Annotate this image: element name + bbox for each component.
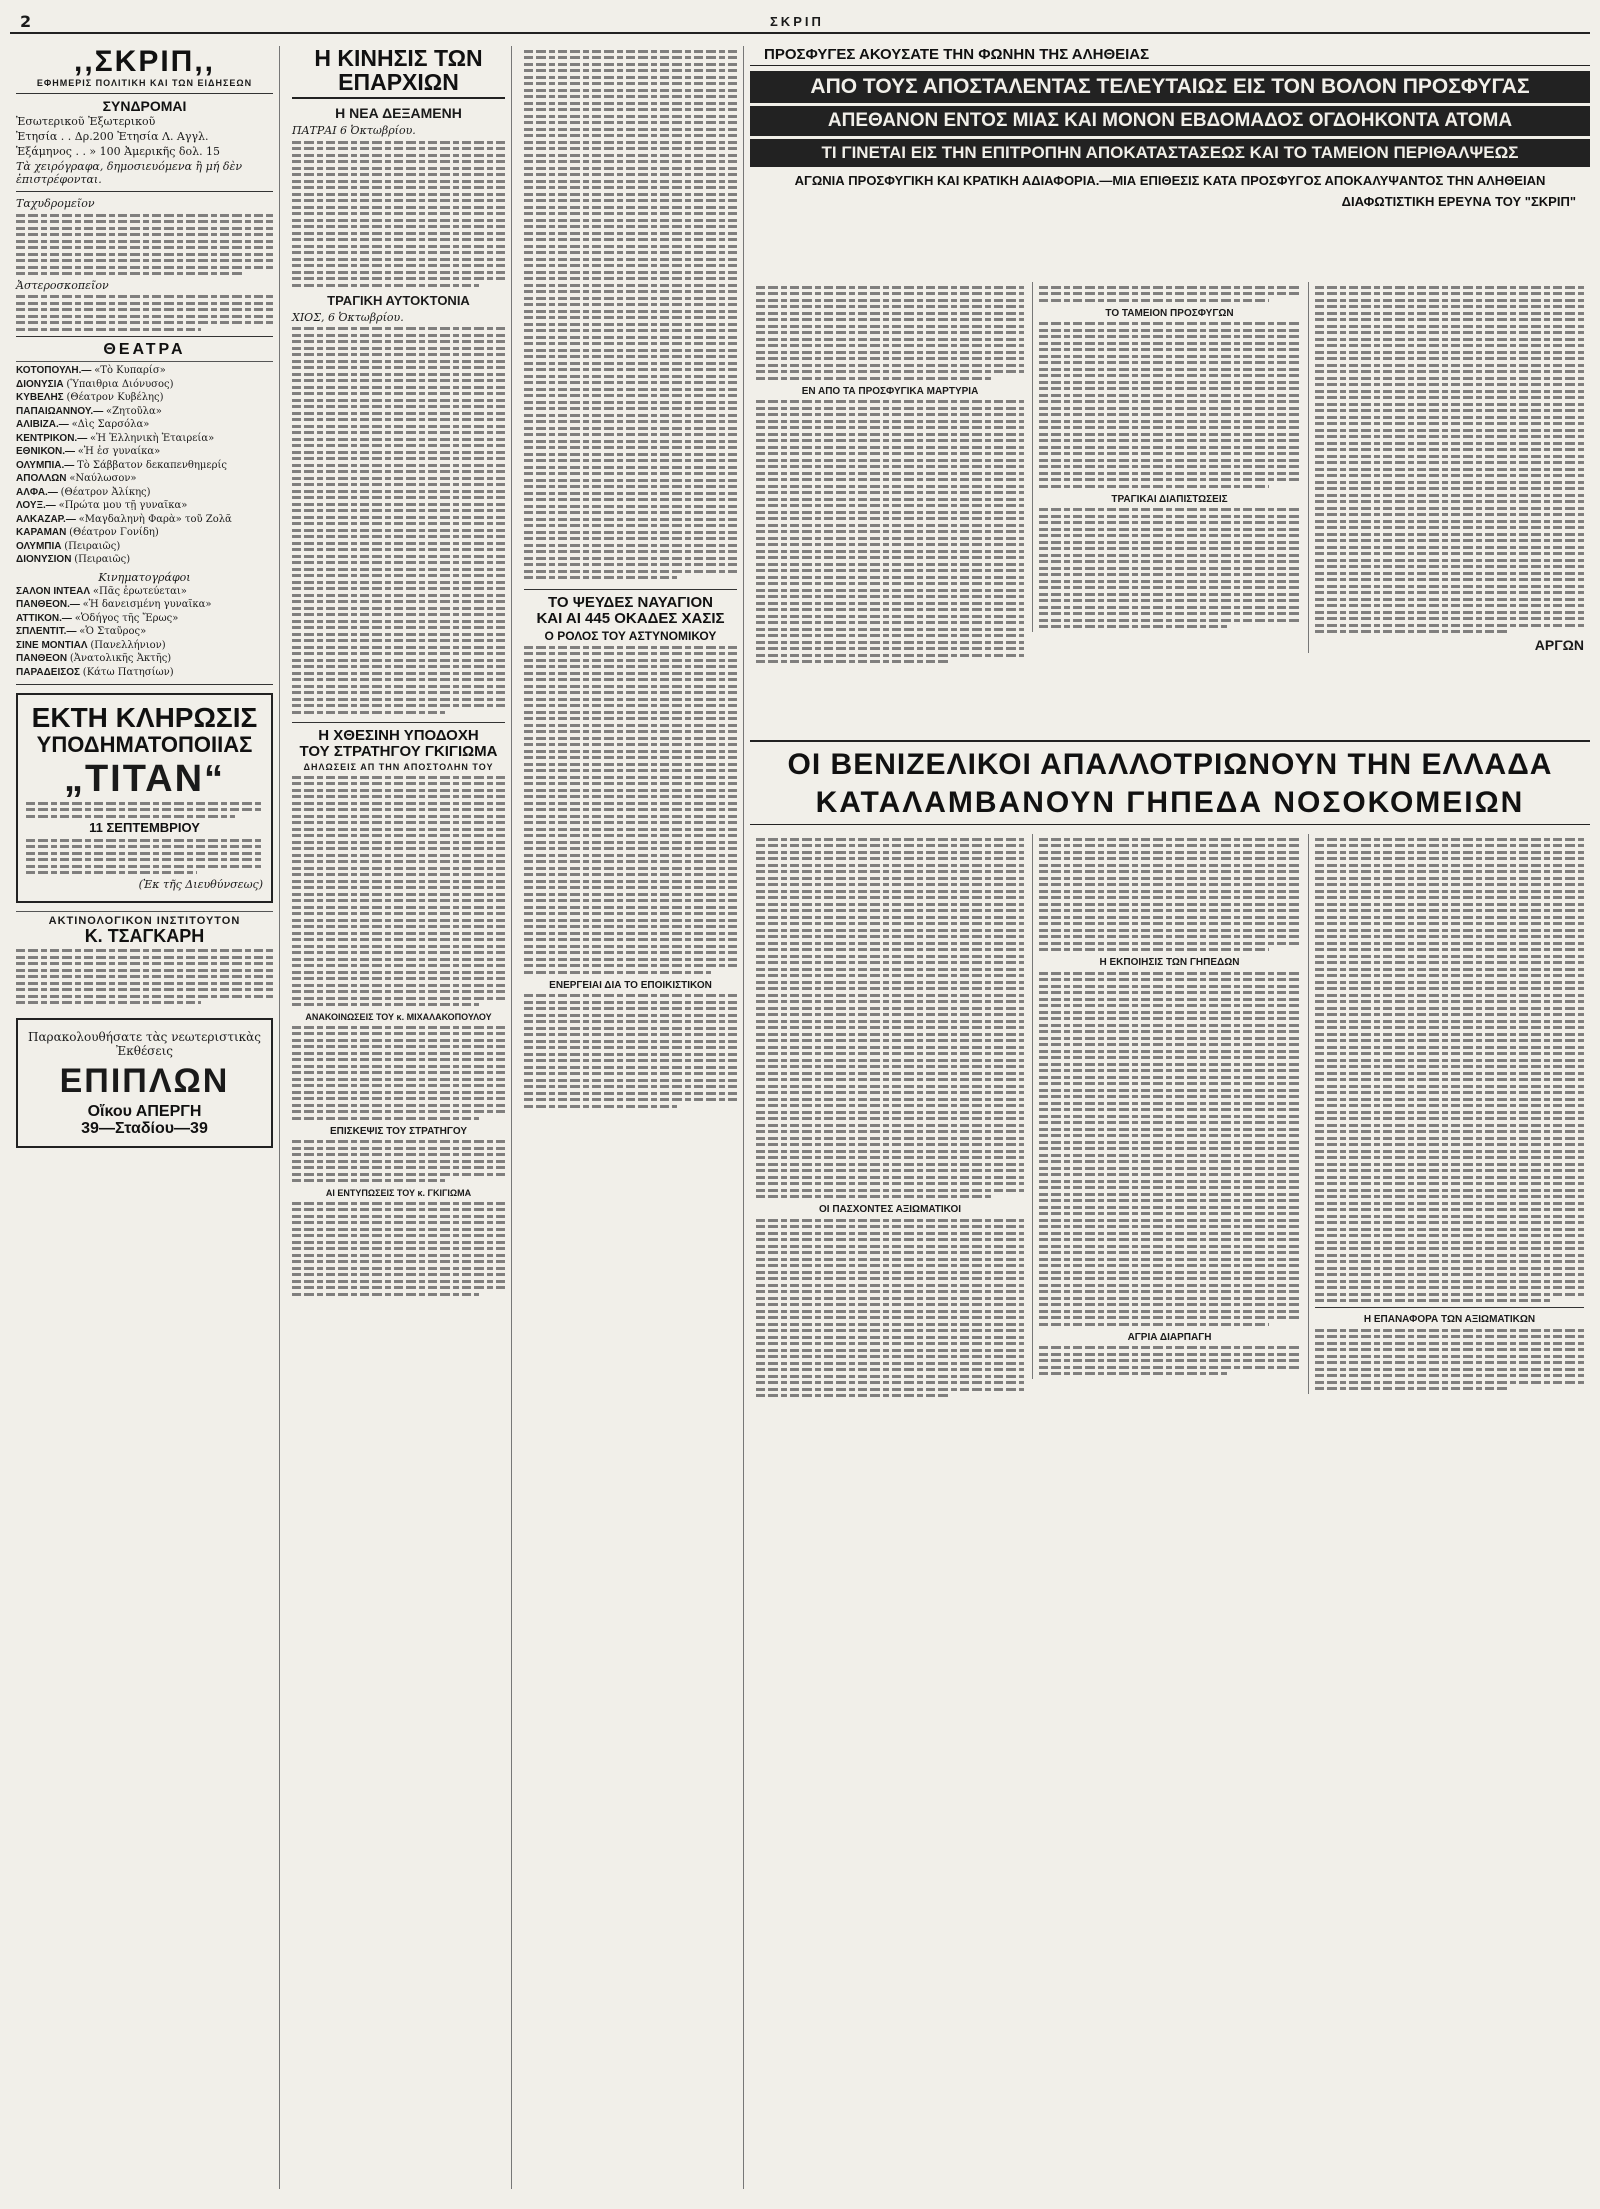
listing-text: «Δὶς Σαρσόλα» <box>71 419 150 431</box>
land-sale-heading: Η ΕΚΠΟΙΗΣΙΣ ΤΩΝ ΓΗΠΕΔΩΝ <box>1099 957 1240 968</box>
lottery-signature: (Ἐκ τῆς Διευθύνσεως) <box>138 877 263 891</box>
patras-text <box>292 141 505 287</box>
xray-title: ΑΚΤΙΝΟΛΟΓΙΚΟΝ ΙΝΣΤΙΤΟΥΤΟΝ <box>48 914 241 927</box>
suffering-officers-heading: ΟΙ ΠΑΣΧΟΝΤΕΣ ΑΞΙΩΜΑΤΙΚΟΙ <box>818 1204 962 1215</box>
guillaumat-text <box>292 776 505 1007</box>
provinces-headline: Η ΚΙΝΗΣΙΣ ΤΩΝ ΕΠΑΡΧΙΩΝ <box>292 46 505 99</box>
hospitals-banner-1: ΟΙ ΒΕΝΙΖΕΛΙΚΟΙ ΑΠΑΛΛΟΤΡΙΩΝΟΥΝ ΤΗΝ ΕΛΛΑΔΑ <box>787 748 1553 781</box>
testimony-heading: ΕΝ ΑΠΟ ΤΑ ΠΡΟΣΦΥΓΙΚΑ ΜΑΡΤΥΡΙΑ <box>801 385 979 397</box>
theatre-listing <box>16 487 273 500</box>
guillaumat-headline-2: ΤΟΥ ΣΤΡΑΤΗΓΟΥ ΓΚΙΓΙΩΜΑ <box>299 742 498 760</box>
listing-text: «Πρώτα μου τῇ γυναῖκα» <box>58 500 188 512</box>
listing-text: (Ἀνατολικῆς Ἀκτῆς) <box>69 653 172 665</box>
hospitals-banner-2: ΚΑΤΑΛΑΜΒΑΝΟΥΝ ΓΗΠΕΔΑ ΝΟΣΟΚΟΜΕΙΩΝ <box>750 786 1590 825</box>
refugees-byline: ΔΙΑΦΩΤΙΣΤΙΚΗ ΕΡΕΥΝΑ ΤΟΥ "ΣΚΡΙΠ" <box>1341 193 1576 209</box>
listing-name: ΔΙΟΝΥΣΙΑ <box>16 378 67 390</box>
refugees-banner-3: ΤΙ ΓΙΝΕΤΑΙ ΕΙΣ ΤΗΝ ΕΠΙΤΡΟΠΗΝ ΑΠΟΚΑΤΑΣΤΑΣΕΩΣ ΚΑΙ ΤΟ ΤΑΜΕΙΟΝ ΠΕΡΙΘΑΛΨΕΩΣ <box>750 139 1590 167</box>
shipwreck-headline-2: ΚΑΙ ΑΙ 445 ΟΚΑΔΕΣ ΧΑΣΙΣ <box>536 609 725 627</box>
michalakopoulos-text <box>292 1026 505 1120</box>
listing-name: ΑΛΙΒΙΖΑ.— <box>16 419 72 431</box>
lottery-ad <box>16 693 273 902</box>
theatre-listing <box>16 460 273 473</box>
theatre-listing <box>16 419 273 432</box>
xray-text <box>16 949 273 1004</box>
cinema-listing <box>16 653 273 666</box>
listing-text: «Ἡ ἐσ γυναίκα» <box>77 446 161 458</box>
listing-name: ΚΑΡΑΜΑΝ <box>16 527 70 539</box>
subscriptions-line3: Ἑξάμηνος . . » 100 Ἀμερικῆς δολ. 15 <box>16 145 221 159</box>
impressions-heading: ΑΙ ΕΝΤΥΠΩΣΕΙΣ ΤΟΥ κ. ΓΚΙΓΙΩΜΑ <box>325 1188 472 1199</box>
listing-text: «Ζητοῦλα» <box>105 405 162 417</box>
refugees-kicker: ΠΡΟΣΦΥΓΕΣ ΑΚΟΥΣΑΤΕ ΤΗΝ ΦΩΝΗΝ ΤΗΣ ΑΛΗΘΕΙΑΣ <box>750 46 1590 66</box>
post-office-heading: Ταχυδρομεῖον <box>16 197 95 211</box>
listing-name: ΟΛΥΜΠΙΑ <box>16 540 65 552</box>
guillaumat-headline-1: Η ΧΘΕΣΙΝΗ ΥΠΟΔΟΧΗ <box>318 726 479 744</box>
furniture-ad <box>16 1018 273 1148</box>
theatre-listing <box>16 527 273 540</box>
theatre-listing <box>16 365 273 378</box>
shipwreck-subheading: Ο ΡΟΛΟΣ ΤΟΥ ΑΣΤΥΝΟΜΙΚΟΥ <box>544 628 717 643</box>
chios-text <box>292 327 505 714</box>
shipwreck-text <box>524 646 737 974</box>
furniture-address: 39—Σταδίου—39 <box>81 1119 208 1137</box>
theatre-listing <box>16 406 273 419</box>
lottery-text <box>26 802 263 818</box>
theatre-listing <box>16 514 273 527</box>
paper-name: ,,ΣΚΡΙΠ,, <box>73 46 216 78</box>
subscriptions-title: ΣΥΝΔΡΟΜΑΙ <box>102 97 187 114</box>
furniture-shop: Οἴκου ΑΠΕΡΓΗ <box>87 1103 202 1120</box>
page-number: 2 <box>20 12 32 31</box>
listing-text: Τὸ Σάββατον δεκαπενθημερίς <box>77 459 228 471</box>
listing-name: ΠΑΡΑΔΕΙΣΟΣ <box>16 666 83 678</box>
theatre-listing <box>16 500 273 513</box>
subscriptions-line1: Ἐσωτερικοῦ Ἐξωτερικοῦ <box>16 115 156 129</box>
hospitals-col-3 <box>1308 834 1584 1394</box>
listing-name: ΣΠΛΕΝΤΙΤ.— <box>16 626 80 638</box>
paper-tagline: ΕΦΗΜΕΡΙΣ ΠΟΛΙΤΙΚΗ ΚΑΙ ΤΩΝ ΕΙΔΗΣΕΩΝ <box>36 77 253 88</box>
listing-name: ΔΙΟΝΥΣΙΟΝ <box>16 554 75 566</box>
lottery-line2: ΥΠΟΔΗΜΑΤΟΠΟΙΙΑΣ <box>36 731 253 757</box>
hospitals-col-1 <box>756 834 1024 1401</box>
listing-name: ΕΘΝΙΚΟΝ.— <box>16 446 78 458</box>
cinema-listing <box>16 613 273 626</box>
listing-text: (Θέατρον Ἀλίκης) <box>60 486 151 498</box>
refugees-col-2 <box>1032 282 1300 632</box>
manuscripts-note: Τὰ χειρόγραφα, δημοσιευόμενα ἢ μή δὲν ἐπιστρέφονται. <box>16 160 243 187</box>
masthead-bar <box>10 12 1590 34</box>
patras-dateline: ΠΑΤΡΑΙ 6 Ὀκτωβρίου. <box>292 124 416 138</box>
guillaumat-subheading: ΔΗΛΩΣΕΙΣ ΑΠ ΤΗΝ ΑΠΟΣΤΟΛΗΝ ΤΟΥ <box>303 762 494 773</box>
refugees-deck: ΑΓΩΝΙΑ ΠΡΟΣΦΥΓΙΚΗ ΚΑΙ ΚΡΑΤΙΚΗ ΑΔΙΑΦΟΡΙΑ.—ΜΙΑ ΕΠΙΘΕΣΙΣ ΚΑΤΑ ΠΡΟΣΦΥΓΟΣ ΑΠΟΚΑΛΥΨΑΝΤΟΣ ΤΗΝ ΑΛΗΘΕΙΑΝ <box>794 173 1546 188</box>
settlement-heading: ΕΝΕΡΓΕΙΑΙ ΔΙΑ ΤΟ ΕΠΟΙΚΙΣΤΙΚΟΝ <box>549 979 712 991</box>
listing-name: ΠΑΝΘΕΟΝ <box>16 653 70 665</box>
right-section <box>750 46 1590 2189</box>
listing-text: «Ἡ Ἑλληνικὴ Ἑταιρεία» <box>90 432 215 444</box>
lottery-text-2 <box>26 839 263 875</box>
listing-name: ΚΕΝΤΡΙΚΟΝ.— <box>16 432 90 444</box>
cinema-listing <box>16 626 273 639</box>
listing-text: (Πειραιῶς) <box>64 540 121 552</box>
post-office-text <box>16 214 273 276</box>
theatre-listing <box>16 392 273 405</box>
cinema-listing <box>16 640 273 653</box>
lottery-line1: ΕΚΤΗ ΚΛΗΡΩΣΙΣ <box>31 702 258 734</box>
hospitals-section <box>750 740 1590 1343</box>
listing-text: «Τὸ Κυπαρίσ» <box>94 365 166 377</box>
listing-name: ΑΛΦΑ.— <box>16 486 61 498</box>
tragic-suicide-heading: ΤΡΑΓΙΚΗ ΑΥΤΟΚΤΟΝΙΑ <box>327 292 470 308</box>
tragic-findings-heading: ΤΡΑΓΙΚΑΙ ΔΙΑΠΙΣΤΩΣΕΙΣ <box>1111 493 1228 505</box>
refugees-col-3 <box>1308 282 1584 653</box>
furniture-big: ΕΠΙΠΛΩΝ <box>59 1062 230 1100</box>
michalakopoulos-heading: ΑΝΑΚΟΙΝΩΣΕΙΣ ΤΟΥ κ. ΜΙΧΑΛΑΚΟΠΟΥΛΟΥ <box>305 1012 492 1023</box>
listing-text: «Μαγδαληνὴ Φαρὰ» τοῦ Ζολᾶ <box>78 513 232 525</box>
listing-text: «Ὁ Σταῦρος» <box>79 626 147 638</box>
listing-name: ΣΑΛΟΝ ΙΝΤΕΑΛ <box>16 585 93 597</box>
sign-off: ΑΡΓΩΝ <box>1534 637 1584 653</box>
refugees-banner-2: ΑΠΕΘΑΝΟΝ ΕΝΤΟΣ ΜΙΑΣ ΚΑΙ ΜΟΝΟΝ ΕΒΔΟΜΑΔΟΣ ΟΓΔΟΗΚΟΝΤΑ ΑΤΟΜΑ <box>750 106 1590 136</box>
cinemas-list <box>16 586 273 680</box>
listing-name: ΑΤΤΙΚΟΝ.— <box>16 612 75 624</box>
theatre-listing <box>16 433 273 446</box>
lottery-brand: „ΤΙΤΑΝ“ <box>63 757 226 800</box>
cinema-listing <box>16 586 273 599</box>
column-3 <box>518 46 744 2189</box>
column-3-continued-text <box>524 50 737 580</box>
listing-name: ΛΟΥΞ.— <box>16 500 59 512</box>
listing-text: (Θέατρον Γονίδη) <box>69 527 159 539</box>
column-1 <box>10 46 280 2189</box>
refugee-fund-heading: ΤΟ ΤΑΜΕΙΟΝ ΠΡΟΣΦΥΓΩΝ <box>1105 307 1234 319</box>
running-head: ΣΚΡΙΠ <box>770 14 824 29</box>
refugees-body <box>750 282 1590 732</box>
listing-name: ΚΥΒΕΛΗΣ <box>16 392 67 404</box>
column-2 <box>286 46 512 2189</box>
listing-text: «Πᾶς ἐρωτεύεται» <box>92 585 187 597</box>
settlement-text <box>524 994 737 1108</box>
shipwreck-headline-1: ΤΟ ΨΕΥΔΕΣ ΝΑΥΑΓΙΟΝ <box>548 594 713 611</box>
new-reservoir-heading: Η ΝΕΑ ΔΕΞΑΜΕΝΗ <box>335 105 462 122</box>
general-visit-text <box>292 1140 505 1182</box>
theatres-title: ΘΕΑΤΡΑ <box>103 340 186 358</box>
listing-text: (Θέατρον Κυβέλης) <box>66 392 164 404</box>
listing-text: «Ναύλωσον» <box>69 473 137 485</box>
subscriptions-line2: Ἐτησία . . Δρ.200 Ἐτησία Λ. Αγγλ. <box>16 130 209 144</box>
furniture-intro: Παρακολουθήσατε τὰς νεωτεριστικὰς Ἐκθέσεις <box>27 1030 261 1058</box>
wild-plunder-heading: ΑΓΡΙΑ ΔΙΑΡΠΑΓΗ <box>1127 1331 1212 1343</box>
listing-name: ΠΑΠΑΙΩΑΝΝΟΥ.— <box>16 405 106 417</box>
theatre-listing <box>16 473 273 486</box>
listing-text: «Ὁδήγος τῆς Ἔρως» <box>74 612 179 624</box>
lottery-date: 11 ΣΕΠΤΕΜΒΡΙΟΥ <box>89 820 200 836</box>
cinema-listing <box>16 599 273 612</box>
hospitals-col-2 <box>1032 834 1300 1379</box>
refugees-col-1 <box>756 282 1024 667</box>
listing-name: ΟΛΥΜΠΙΑ.— <box>16 459 78 471</box>
xray-name: Κ. ΤΣΑΓΚΑΡΗ <box>84 925 205 946</box>
theatres-list <box>16 365 273 567</box>
officers-return-heading: Η ΕΠΑΝΑΦΟΡΑ ΤΩΝ ΑΞΙΩΜΑΤΙΚΩΝ <box>1363 1314 1536 1325</box>
cinema-title: Κινηματογράφοι <box>98 570 191 584</box>
listing-name: ΚΟΤΟΠΟΥΛΗ.— <box>16 365 95 377</box>
general-visit-heading: ΕΠΙΣΚΕΨΙΣ ΤΟΥ ΣΤΡΑΤΗΓΟΥ <box>329 1125 468 1137</box>
listing-text: (Πειραιῶς) <box>74 554 131 566</box>
listing-text: (Κάτω Πατησίων) <box>82 666 174 678</box>
astronomy-heading: Ἀστεροσκοπεῖον <box>16 278 109 292</box>
listing-text: (Ὑπαιθρια Διόνυσος) <box>66 378 174 390</box>
listing-text: (Πανελλήνιον) <box>90 639 166 651</box>
theatre-listing <box>16 379 273 392</box>
cinema-listing <box>16 667 273 680</box>
impressions-text <box>292 1202 505 1296</box>
theatre-listing <box>16 554 273 567</box>
listing-name: ΑΠΟΛΛΩΝ <box>16 473 70 485</box>
theatre-listing <box>16 446 273 459</box>
listing-name: ΣΙΝΕ ΜΟΝΤΙΑΛ <box>16 639 91 651</box>
chios-dateline: ΧΙΟΣ, 6 Ὀκτωβρίου. <box>292 310 404 324</box>
listing-text: «Ἡ δανεισμένη γυναῖκα» <box>82 599 212 611</box>
theatre-listing <box>16 541 273 554</box>
listing-name: ΠΑΝΘΕΟΝ.— <box>16 599 83 611</box>
astronomy-text <box>16 295 273 331</box>
listing-name: ΑΛΚΑΖΑΡ.— <box>16 513 79 525</box>
refugees-banner-1: ΑΠΟ ΤΟΥΣ ΑΠΟΣΤΑΛΕΝΤΑΣ ΤΕΛΕΥΤΑΙΩΣ ΕΙΣ ΤΟΝ ΒΟΛΟΝ ΠΡΟΣΦΥΓΑΣ <box>750 71 1590 103</box>
